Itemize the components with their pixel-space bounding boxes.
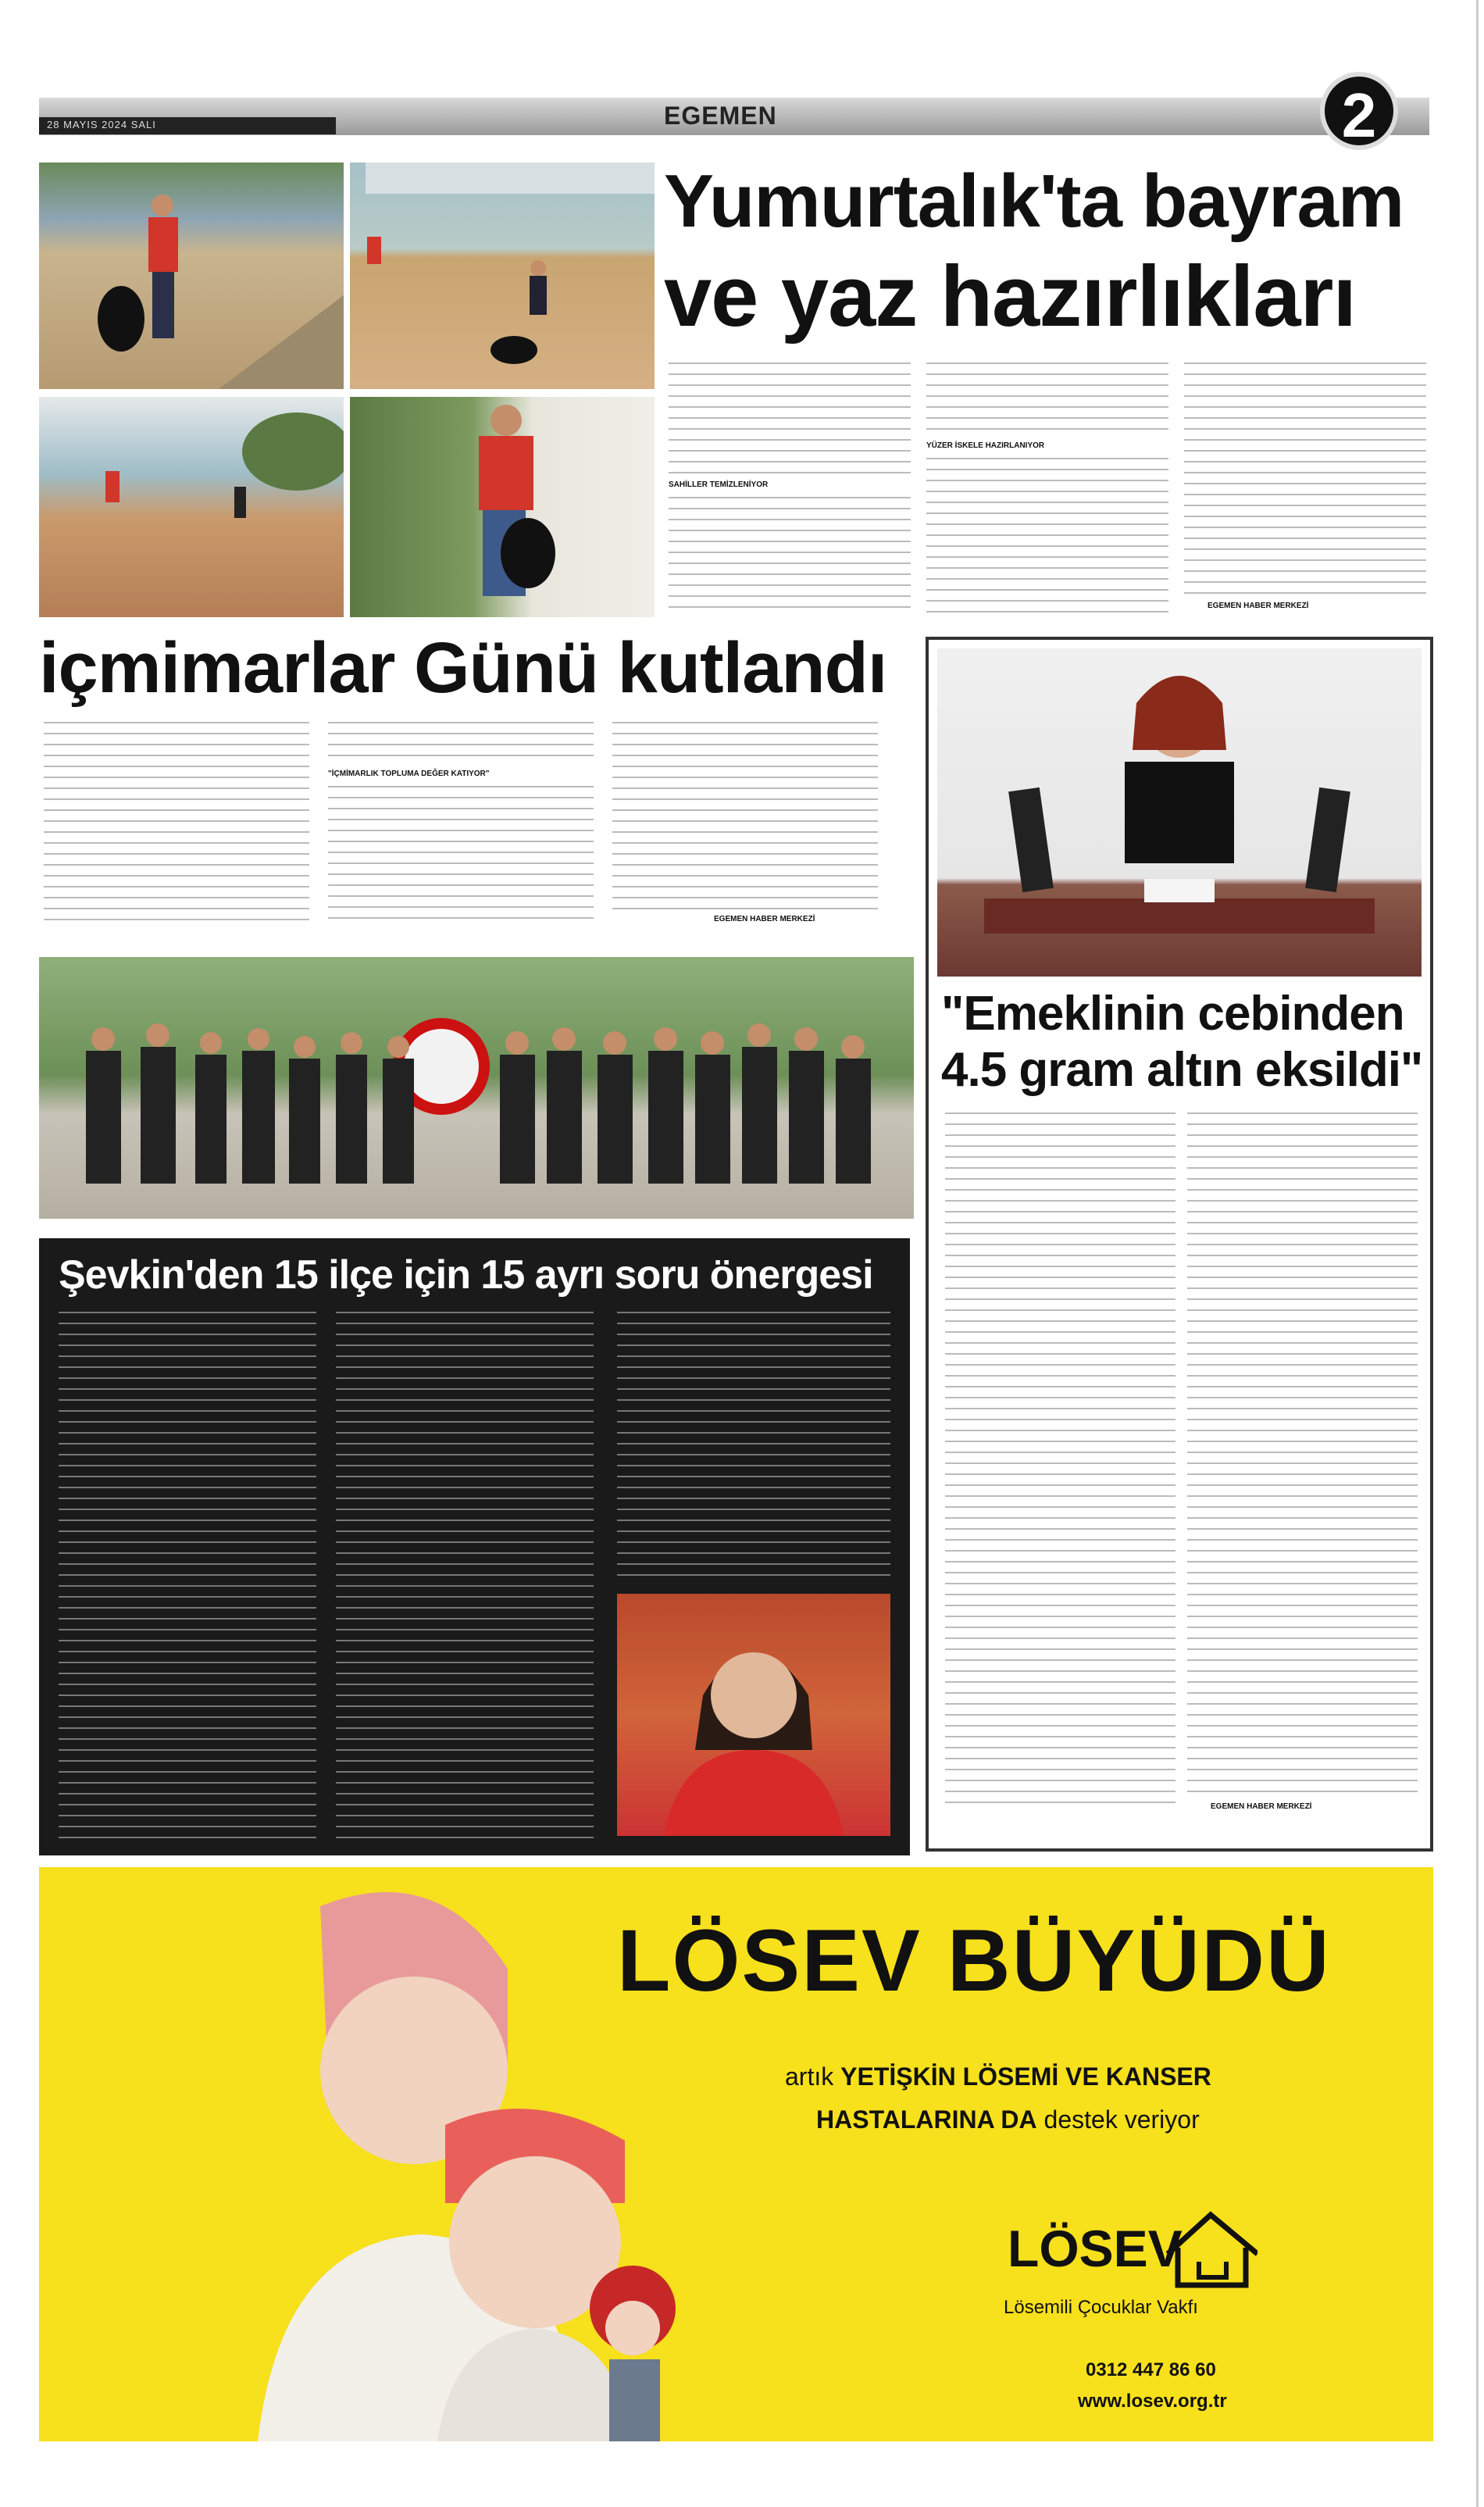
beach-cleanup-photo-4 — [350, 397, 655, 617]
ad-title: LÖSEV BÜYÜDÜ — [617, 1912, 1331, 2009]
story4-headline: Şevkin'den 15 ilçe için 15 ayrı soru önergesi — [59, 1252, 873, 1298]
story2-byline: EGEMEN HABER MERKEZİ — [714, 915, 815, 923]
losev-logo — [1008, 2199, 1257, 2293]
story1-headline-line2: ve yaz hazırlıkları — [664, 248, 1356, 345]
story1-column-2 — [926, 359, 1168, 617]
story4-column-3 — [617, 1309, 890, 1582]
beach-cleanup-photo-3 — [39, 397, 344, 617]
beach-cleanup-photo-2 — [350, 162, 655, 389]
page-edge-divider — [1476, 0, 1479, 2507]
story4-column-1 — [59, 1309, 316, 1844]
logo-subtitle: Lösemili Çocuklar Vakfı — [1004, 2297, 1198, 2318]
story1-column-3 — [1184, 359, 1426, 617]
story3-headline-line2: 4.5 gram altın eksildi" — [941, 1043, 1423, 1097]
group-photo — [39, 957, 914, 1219]
story2-headline: içmimarlar Günü kutlandı — [39, 628, 887, 708]
story2-subhead: "İÇMİMARLIK TOPLUMA DEĞER KATIYOR" — [328, 770, 490, 778]
story3-headline-line1: "Emeklinin cebinden — [941, 987, 1404, 1041]
story1-subhead-2: YÜZER İSKELE HAZIRLANIYOR — [926, 441, 1045, 450]
newspaper-name: EGEMEN — [664, 102, 777, 130]
story3-column-1 — [945, 1109, 1175, 1812]
story4-column-2 — [336, 1309, 594, 1844]
story1-column-1 — [669, 359, 911, 617]
beach-cleanup-photo-1 — [39, 162, 344, 389]
story3-byline: EGEMEN HABER MERKEZİ — [1211, 1802, 1312, 1811]
mp-portrait-photo — [617, 1594, 890, 1836]
ad-line-1: artık YETİŞKİN LÖSEMİ VE KANSER — [785, 2062, 1211, 2091]
page-number-badge: 2 — [1320, 72, 1398, 150]
speaker-at-podium-photo — [937, 648, 1422, 977]
ad-phone[interactable]: 0312 447 86 60 — [1086, 2359, 1216, 2380]
story2-column-1 — [44, 719, 309, 930]
story1-headline-line1: Yumurtalık'ta bayram — [664, 159, 1404, 243]
issue-date: 28 MAYIS 2024 SALI — [47, 119, 156, 130]
story2-column-3 — [612, 719, 878, 937]
story3-column-2 — [1187, 1109, 1418, 1828]
ad-line-2: HASTALARINA DA destek veriyor — [816, 2105, 1200, 2134]
story2-column-2 — [328, 719, 594, 930]
story1-byline: EGEMEN HABER MERKEZİ — [1208, 602, 1309, 610]
logo-wordmark: LÖSEV — [1008, 2220, 1183, 2277]
story1-subhead-1: SAHİLLER TEMİZLENİYOR — [669, 480, 769, 489]
ad-website-link[interactable]: www.losev.org.tr — [1078, 2391, 1227, 2412]
